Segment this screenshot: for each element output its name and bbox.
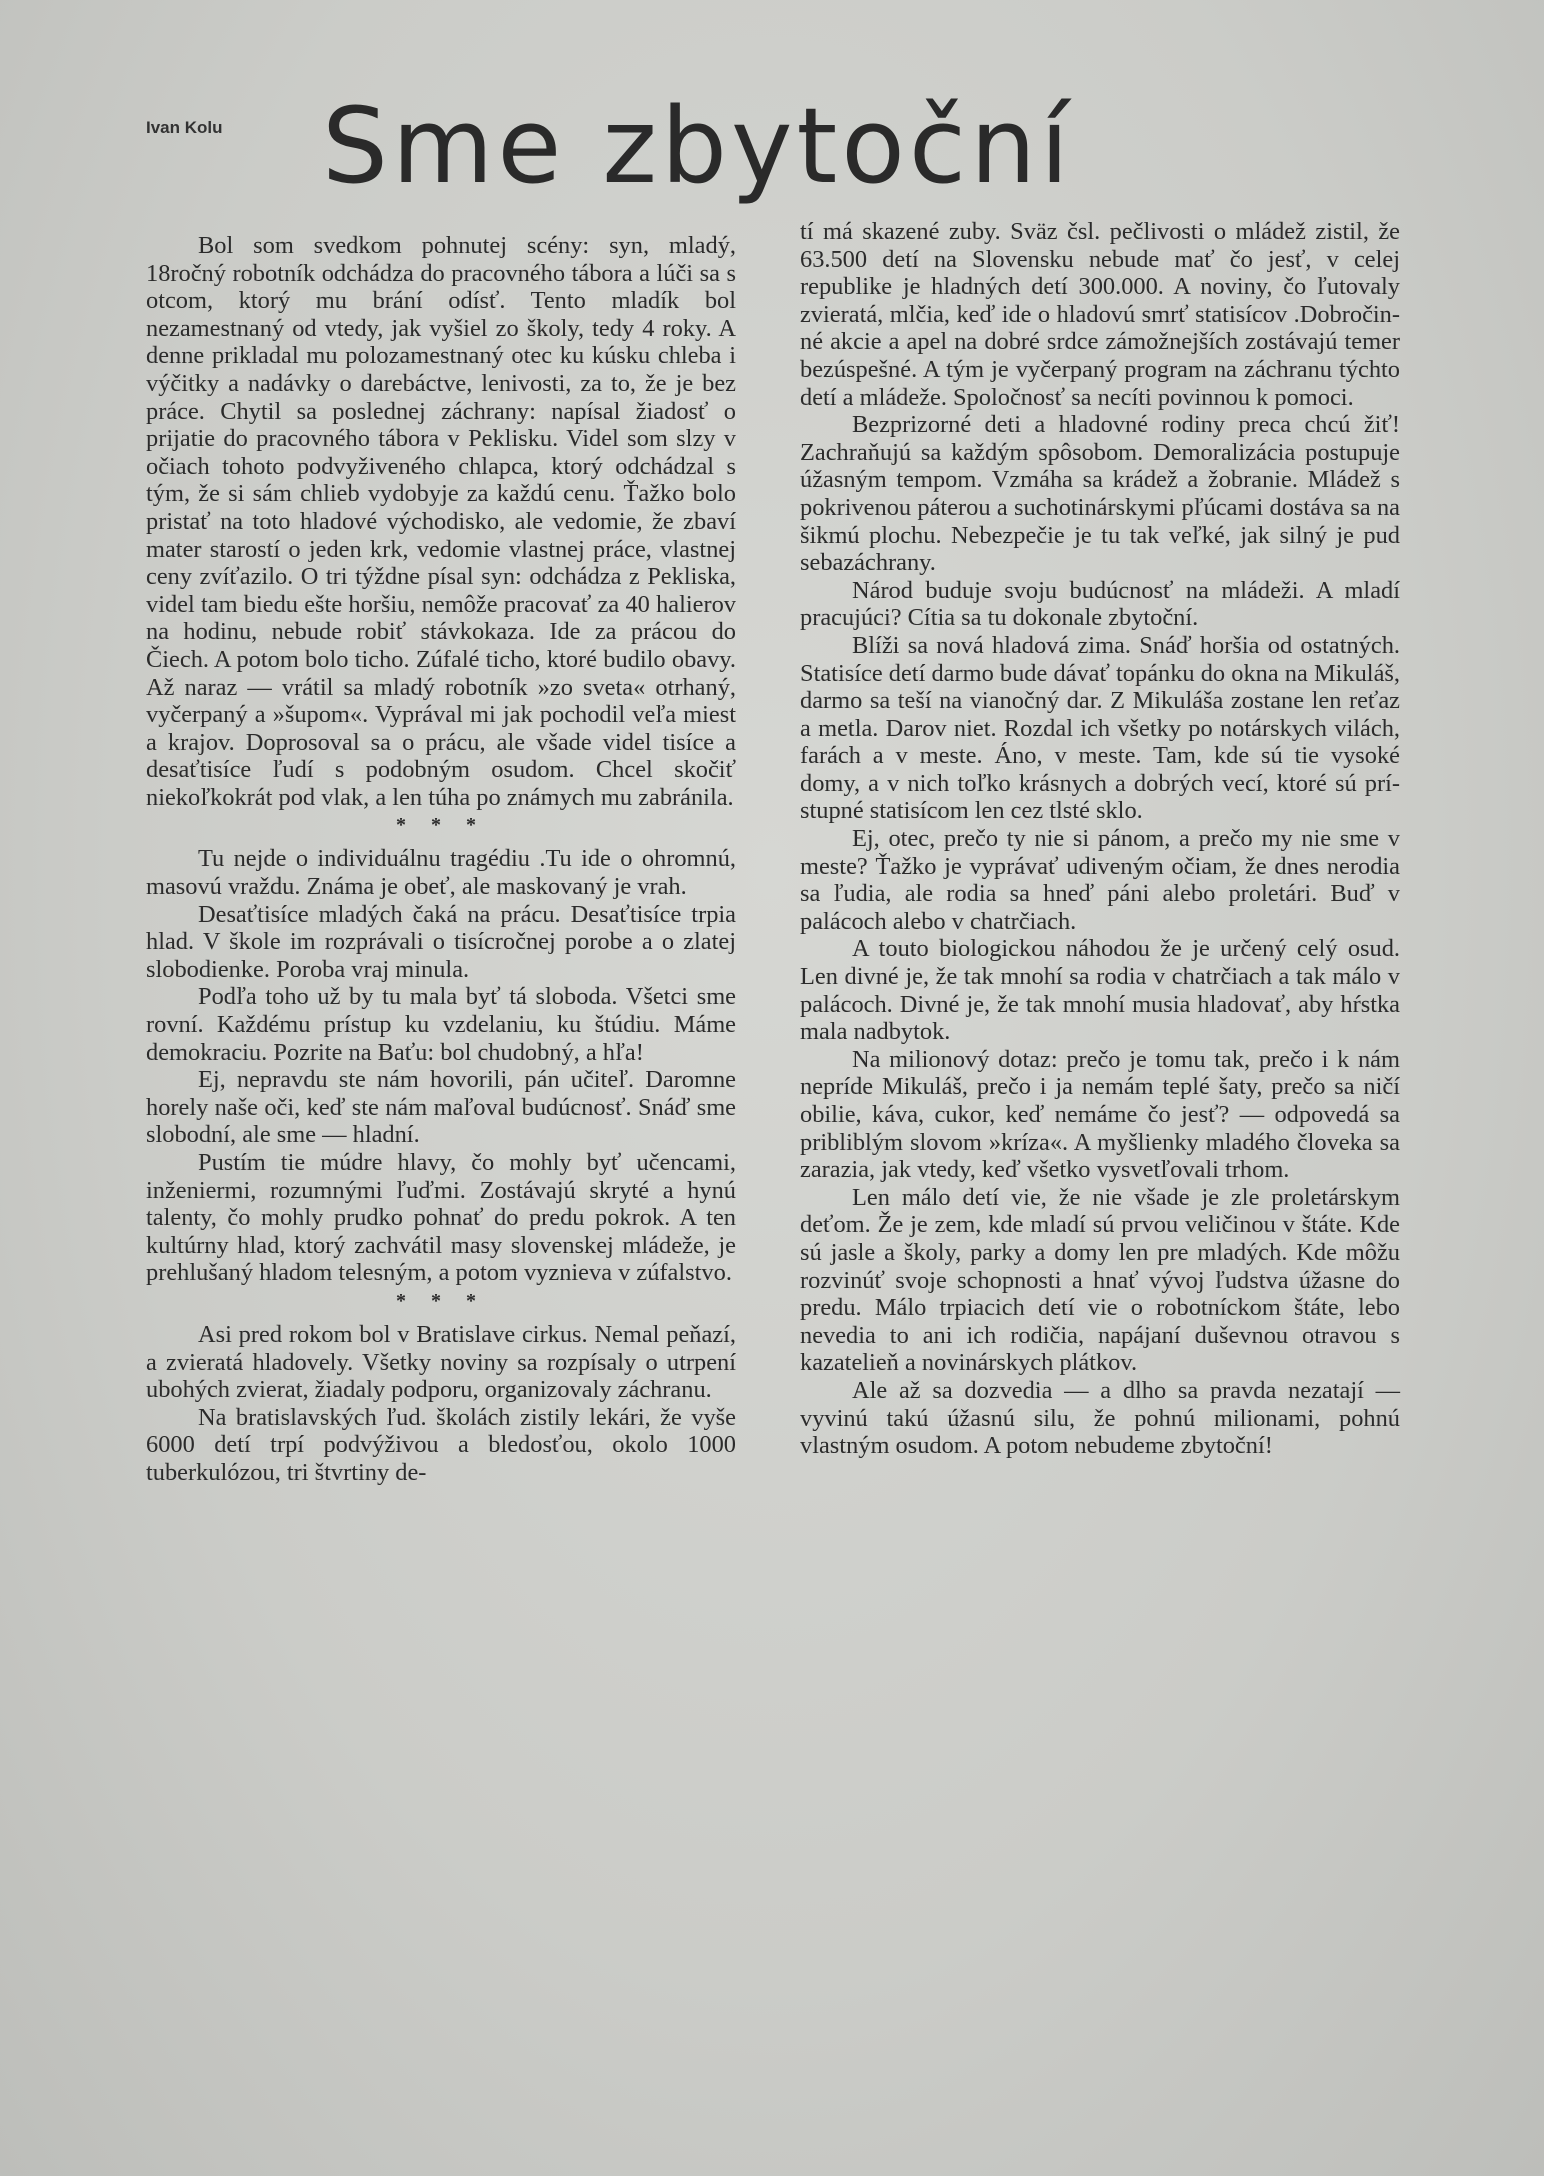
- paragraph: Bol som svedkom pohnutej scény: syn, mladý, 18ročný robotník odchádza do pracovného tábora a lúči sa s otcom, ktorý mu brání odísť. Tento mladík bol nezamestnaný od vtedy, jak vyšiel zo školy, tedy 4 roky. A denne prikladal mu polozamestnaný otec ku kúsku chleba i výčitky a nadávky o darebáctve, lenivosti, za to, že je bez práce. Chytil sa poslednej záchrany: napísal žiadosť o prijatie do pracovného tábora v Peklisku. Videl som slzy v očiach tohoto podvyživeného chlapca, ktorý odchádzal s tým, že si sám chlieb vydobyje za každú cenu. Ťažko bolo pristať na toto hladové východisko, ale vedomie, že zbaví mater starostí o jeden krk, vedomie vlastnej práce, vlastnej ceny zvíťazilo. O tri týždne písal syn: odchádza z Pekliska, videl tam biedu ešte horšiu, nemôže pracovať za 40 halierov na hodinu, nebude robiť stávkokaza. Ide za prácou do Čiech. A potom bolo ticho. Zúfalé ticho, ktoré budilo obavy. Až naraz — vrátil sa mladý robotník »zo sveta« otrhaný, vyčerpaný a »šupom«. Vyprával mi jak pochodil veľa miest a krajov. Doprosoval sa o prácu, ale všade videl tisíce a desaťtisíce ľudí s podobným osudom. Chcel skočiť niekoľkokrát pod vlak, a len túha po známych mu zabránila.: [146, 232, 736, 811]
- paragraph: Na bratislavských ľud. školách zistily lekári, že vyše 6000 detí trpí podvýživou a bledosťou, okolo 1000 tuberkulózou, tri štvrtiny de-: [146, 1403, 736, 1486]
- paragraph: Pustím tie múdre hlavy, čo mohly byť učencami, inženiermi, rozumnými ľuďmi. Zostávajú skryté a hynú talenty, čo mohly prudko pohnať do predu pokrok. A ten kultúrny hlad, ktorý zachvátil masy slovenskej mládeže, je prehlušaný hladom telesným, a potom vyznieva v zúfalstvo.: [146, 1149, 736, 1287]
- paragraph: Podľa toho už by tu mala byť tá sloboda. Všetci sme rovní. Každému prístup ku vzdelaniu, ku štúdiu. Máme demokraciu. Pozrite na Baťu: bol chudobný, a hľa!: [146, 983, 736, 1066]
- article-title: Sme zbytoční: [322, 85, 1073, 207]
- right-text-column: [800, 218, 1400, 1460]
- paragraph: Národ buduje svoju budúcnosť na mládeži. A mladí pracujúci? Cítia sa tu dokonale zbytoční.: [800, 576, 1400, 632]
- paragraph: Asi pred rokom bol v Bratislave cirkus. Nemal peňazí, a zvieratá hladovely. Všetky noviny sa rozpísaly o utrpení ubohých zvierat, žiadaly podporu, organizovaly záchranu.: [146, 1320, 736, 1404]
- author-name: Ivan Kolu: [146, 118, 223, 137]
- paragraph: Tu nejde o individuálnu tragédiu .Tu ide o ohromnú, masovú vraždu. Známa je obeť, ale maskovaný je vrah.: [146, 845, 736, 901]
- paragraph: Desaťtisíce mladých čaká na prácu. Desaťtisíce trpia hlad. V škole im rozprávali o tisícročnej porobe a o zlatej slobodienke. Poroba vraj minula.: [146, 900, 736, 983]
- paragraph: Ale až sa dozvedia — a dlho sa pravda nezatají — vyvinú takú úžasnú silu, že pohnú milionami, pohnú vlastným osudom. A potom nebudeme zbytoční!: [800, 1376, 1400, 1460]
- paragraph: Blíži sa nová hladová zima. Snáď horšia od ostatných. Statisíce detí darmo bude dávať topánku do okna na Mikuláš, darmo sa teší na vianočný dar. Z Mikuláša zostane len reťaz a metla. Darov niet. Rozdal ich všetky po notárskych vilách, farách a v meste. Áno, v meste. Tam, kde sú tie vysoké domy, a v nich toľko krásnych a dobrých vecí, ktoré sú prístupné statisícom len cez tlsté sklo.: [800, 631, 1400, 825]
- paragraph: Len málo detí vie, že nie všade je zle proletárskym deťom. Že je zem, kde mladí sú prvou veličinou v štáte. Kde sú jasle a školy, parky a domy len pre mladých. Kde môžu rozvinúť svoje schopnosti a hnať vývoj ľudstva úžasne do predu. Málo trpiacich detí vie o robotníckom štáte, lebo nevedia to ani ich rodičia, napájaní duševnou otravou s kazatelieň a novinárskych plátkov.: [800, 1183, 1400, 1377]
- paragraph: Na milionový dotaz: prečo je tomu tak, prečo i k nám nepríde Mikuláš, prečo i ja nemám teplé šaty, prečo sa ničí obilie, káva, cukor, keď nemáme čo jesť? — odpovedá sa pribliblým slovom »kríza«. A myšlienky mladého človeka sa zarazia, jak vtedy, keď všetko vysvetľovali trhom.: [800, 1045, 1400, 1184]
- paragraph: Ej, nepravdu ste nám hovorili, pán učiteľ. Daromne horely naše oči, keď ste nám maľoval budúcnosť. Snáď sme slobodní, ale sme — hladní.: [146, 1066, 736, 1149]
- paragraph-continued: tí má skazené zuby. Sväz čsl. pečlivosti o mládež zistil, že 63.500 detí na Slovensku nebude mať čo jesť, v celej republike je hladných detí 300.000. A noviny, čo ľutovaly zvieratá, mlčia, keď ide o hladovú smrť statisícov .Dobročinné akcie a apel na dobré srdce zámožnejších zostávajú temer bezúspešné. A tým je vyčerpaný program na záchranu týchto detí a mládeže. Spoločnosť sa necíti povinnou k pomoci.: [800, 218, 1400, 411]
- paragraph: Ej, otec, prečo ty nie si pánom, a prečo my nie sme v meste? Ťažko je vyprávať udiveným očiam, že dnes nerodia sa ľudia, ale rodia sa hneď páni alebo proletári. Buď v palácoch alebo v chatrčiach.: [800, 825, 1400, 935]
- section-separator: * * *: [396, 814, 486, 837]
- paragraph: Bezprizorné deti a hladovné rodiny preca chcú žiť! Zachraňujú sa každým spôsobom. Demoralizácia postupuje úžasným tempom. Vzmáha sa krádež a žobranie. Mládež s pokrivenou páterou a suchotinárskymi pľúcami dostáva sa na šikmú plochu. Nebezpečie je tu tak veľké, jak silný je pud sebazáchrany.: [800, 411, 1400, 577]
- left-text-column: [146, 232, 736, 1487]
- section-separator: * * *: [396, 1289, 486, 1312]
- paragraph: A touto biologickou náhodou že je určený celý osud. Len divné je, že tak mnohí sa rodia v chatrčiach a tak málo v palácoch. Divné je, že tak mnohí musia hladovať, aby hŕstka mala nadbytok.: [800, 935, 1400, 1046]
